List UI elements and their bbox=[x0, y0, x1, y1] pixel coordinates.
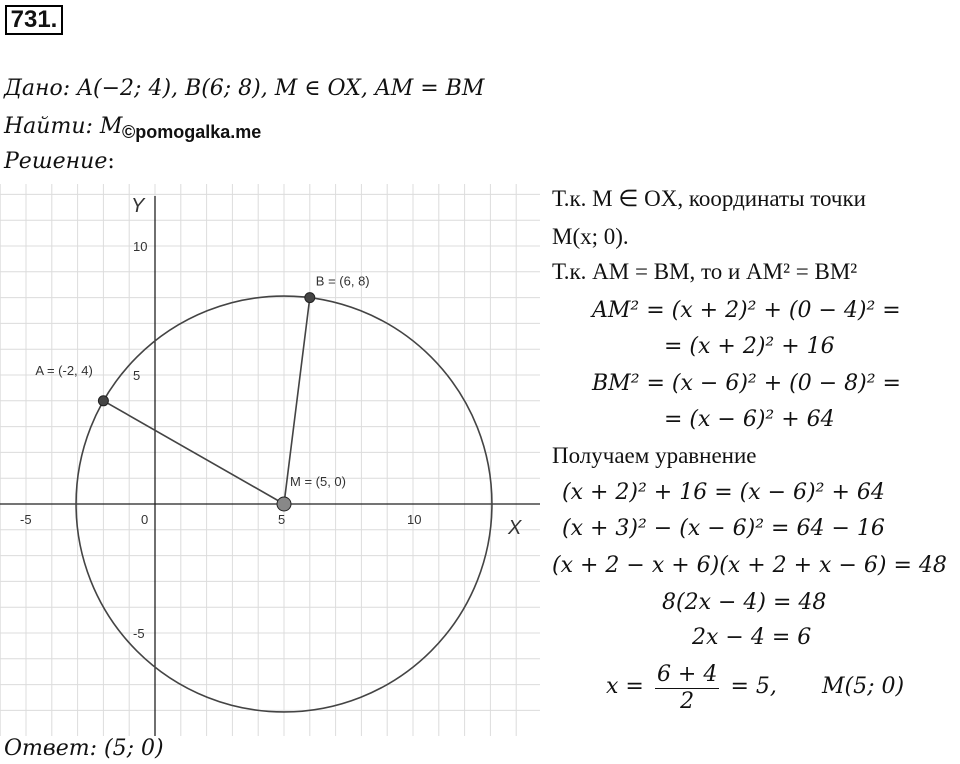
step-13 bbox=[606, 662, 904, 715]
step-7: Получаем уравнение bbox=[552, 443, 757, 468]
answer-label: Ответ bbox=[4, 736, 90, 761]
step-10: (x + 2 − x + 6)(x + 2 + x − 6) = 48 bbox=[552, 553, 947, 578]
step-1a: Т.к. M ∈ OX, координаты точки bbox=[552, 186, 866, 211]
problem-number: 731. bbox=[5, 5, 63, 35]
answer-text: : (5; 0) bbox=[89, 736, 164, 761]
step-5: BM² = (x − 6)² + (0 − 8)² = bbox=[592, 371, 901, 396]
step-12: 2x − 4 = 6 bbox=[692, 625, 812, 650]
fraction-denominator: 2 bbox=[680, 689, 695, 714]
solution-colon: : bbox=[107, 149, 115, 174]
step-13-fraction bbox=[655, 662, 719, 715]
coordinate-graph bbox=[0, 184, 540, 736]
point-label-a: A = (-2, 4) bbox=[35, 362, 93, 378]
given-text: : A(−2; 4), B(6; 8), M ∈ OX, AM = BM bbox=[62, 76, 485, 101]
step-13-lhs: x = bbox=[606, 674, 644, 699]
step-11: 8(2x − 4) = 48 bbox=[662, 590, 827, 615]
solution-line bbox=[4, 149, 115, 175]
points bbox=[35, 274, 369, 511]
step-8: (x + 2)² + 16 = (x − 6)² + 64 bbox=[562, 480, 885, 505]
axis-y-label: Y bbox=[131, 195, 145, 217]
step-4: = (x + 2)² + 16 bbox=[664, 334, 835, 359]
answer-line bbox=[4, 736, 164, 762]
y-tick-label: 10 bbox=[133, 239, 148, 254]
point-label-b: B = (6, 8) bbox=[315, 273, 370, 289]
y-tick-label: -5 bbox=[133, 626, 145, 641]
step-13-point: M(5; 0) bbox=[821, 674, 905, 699]
given-line bbox=[4, 76, 484, 102]
axes bbox=[0, 196, 540, 736]
step-9: (x + 3)² − (x − 6)² = 64 − 16 bbox=[562, 516, 885, 541]
step-6: = (x − 6)² + 64 bbox=[664, 407, 835, 432]
solution-label: Решение bbox=[4, 149, 108, 174]
point-a bbox=[98, 396, 108, 406]
fraction-numerator: 6 + 4 bbox=[656, 662, 718, 687]
find-line bbox=[4, 114, 122, 140]
x-tick-label: 0 bbox=[141, 512, 149, 527]
find-label: Найти bbox=[4, 114, 86, 139]
y-tick-label: 5 bbox=[133, 368, 141, 383]
find-text: : M bbox=[85, 114, 123, 139]
step-3: AM² = (x + 2)² + (0 − 4)² = bbox=[592, 298, 901, 323]
step-1b: M(x; 0). bbox=[552, 224, 629, 249]
point-label-m: M = (5, 0) bbox=[290, 474, 346, 489]
step-2: Т.к. AM = BM, то и AM² = BM² bbox=[552, 259, 858, 284]
x-tick-label: 5 bbox=[278, 512, 286, 527]
x-tick-label: 10 bbox=[407, 512, 422, 527]
given-label: Дано bbox=[4, 76, 63, 101]
axis-x-label: X bbox=[508, 517, 522, 539]
step-13-rhs: = 5, bbox=[730, 674, 777, 699]
point-b bbox=[305, 293, 315, 303]
point-m bbox=[277, 497, 291, 511]
watermark: ©pomogalka.me bbox=[122, 122, 262, 142]
x-tick-label: -5 bbox=[20, 512, 32, 527]
